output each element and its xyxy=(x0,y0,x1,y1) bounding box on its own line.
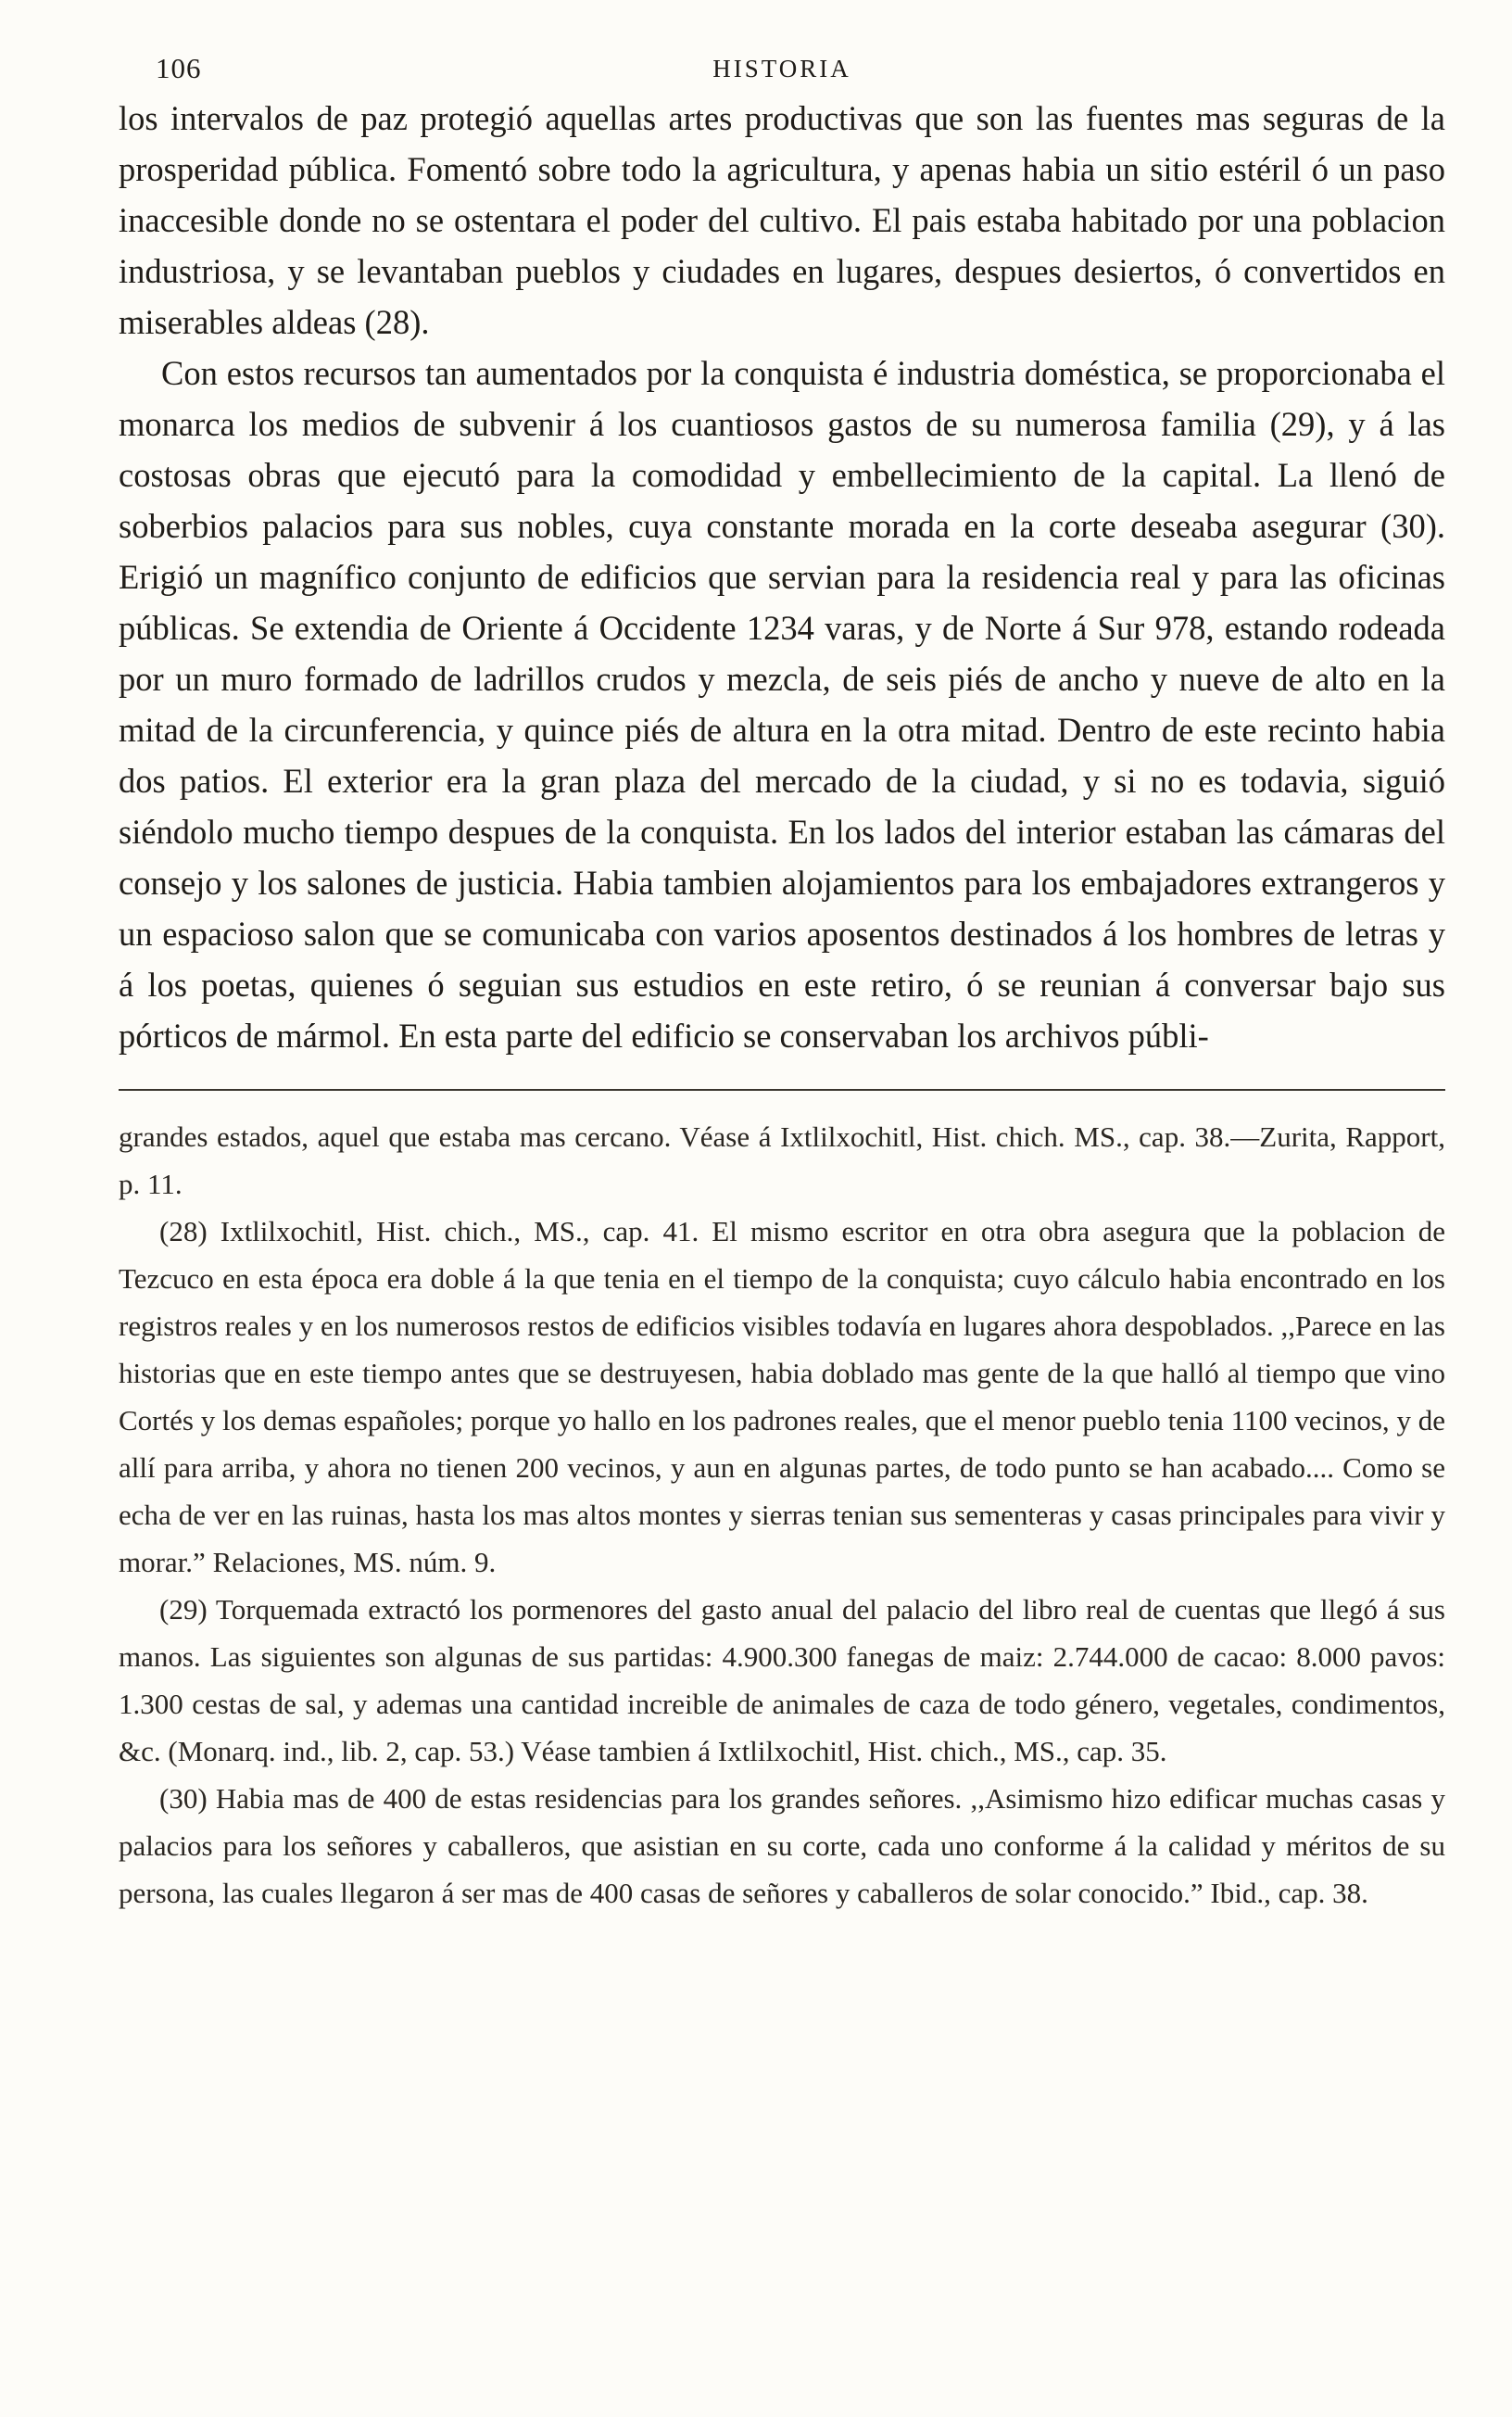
running-head xyxy=(119,48,1445,89)
main-text xyxy=(119,93,1445,1061)
running-title: HISTORIA xyxy=(712,55,851,82)
footnote-28: (28) Ixtlilxochitl, Hist. chich., MS., cap. 41. El mismo escritor en otra obra asegura que la poblacion de Tezcuco en esta época era doble á la que tenia en el tiempo de la conquista; cuyo cálculo habia encontrado en los registros reales y en los numerosos restos de edificios visibles todavía en lugares ahora despoblados. ,,Parece en las historias que en este tiempo antes que se destruyesen, habia doblado mas gente de la que halló al tiempo que vino Cortés y los demas españoles; porque yo hallo en los padrones reales, que el menor pueblo tenia 1100 vecinos, y de allí para arriba, y ahora no tienen 200 vecinos, y aun en algunas partes, de todo punto se han acabado.... Como se echa de ver en las ruinas, hasta los mas altos montes y sierras tenian sus sementeras y casas principales para vivir y morar.” Relaciones, MS. núm. 9. xyxy=(119,1215,1445,1578)
footnotes xyxy=(119,1113,1445,1917)
page-number: 106 xyxy=(156,52,202,84)
footnote-30: (30) Habia mas de 400 de estas residencias para los grandes señores. ,,Asimismo hizo edificar muchas casas y palacios para los señores y caballeros, que asistian en su corte, cada uno conforme á la calidad y méritos de su persona, las cuales llegaron á ser mas de 400 casas de señores y caballeros de solar conocido.” Ibid., cap. 38. xyxy=(119,1782,1445,1909)
paragraph: Con estos recursos tan aumentados por la conquista é industria doméstica, se proporcionaba el monarca los medios de subvenir á los cuantiosos gastos de su numerosa familia (29), y á las costosas obras que ejecutó para la comodidad y embellecimiento de la capital. La llenó de soberbios palacios para sus nobles, cuya constante morada en la corte deseaba asegurar (30). Erigió un magnífico conjunto de edificios que servian para la residencia real y para las oficinas públicas. Se extendia de Oriente á Occidente 1234 varas, y de Norte á Sur 978, estando rodeada por un muro formado de ladrillos crudos y mezcla, de seis piés de ancho y nueve de alto en la mitad de la circunferencia, y quince piés de altura en la otra mitad. Dentro de este recinto habia dos patios. El exterior era la gran plaza del mercado de la ciudad, y si no es todavia, siguió siéndolo mucho tiempo despues de la conquista. En los lados del interior estaban las cámaras del consejo y los salones de justicia. Habia tambien alojamientos para los embajadores extrangeros y un espacioso salon que se comunicaba con varios aposentos destinados á los hombres de letras y á los poetas, quienes ó seguian sus estudios en este retiro, ó se reunian á conversar bajo sus pórticos de mármol. En esta parte del edificio se conservaban los archivos públi- xyxy=(119,354,1445,1055)
footnote-29: (29) Torquemada extractó los pormenores del gasto anual del palacio del libro real de cuentas que llegó á sus manos. Las siguientes son algunas de sus partidas: 4.900.300 fanegas de maiz: 2.744.000 de cacao: 8.000 pavos: 1.300 cestas de sal, y ademas una cantidad increible de animales de caza de todo género, vegetales, condimentos, &c. (Monarq. ind., lib. 2, cap. 53.) Véase tambien á Ixtlilxochitl, Hist. chich., MS., cap. 35. xyxy=(119,1593,1445,1767)
footnote-continuation: grandes estados, aquel que estaba mas cercano. Véase á Ixtlilxochitl, Hist. chich. MS., cap. 38.—Zurita, Rapport, p. 11. xyxy=(119,1120,1445,1200)
footnote-rule xyxy=(119,1089,1445,1091)
book-page xyxy=(119,48,1445,1917)
paragraph-continued: los intervalos de paz protegió aquellas artes productivas que son las fuentes mas seguras de la prosperidad pública. Fomentó sobre todo la agricultura, y apenas habia un sitio estéril ó un paso inaccesible donde no se ostentara el poder del cultivo. El pais estaba habitado por una poblacion industriosa, y se levantaban pueblos y ciudades en lugares, despues desiertos, ó convertidos en miserables aldeas (28). xyxy=(119,99,1445,341)
